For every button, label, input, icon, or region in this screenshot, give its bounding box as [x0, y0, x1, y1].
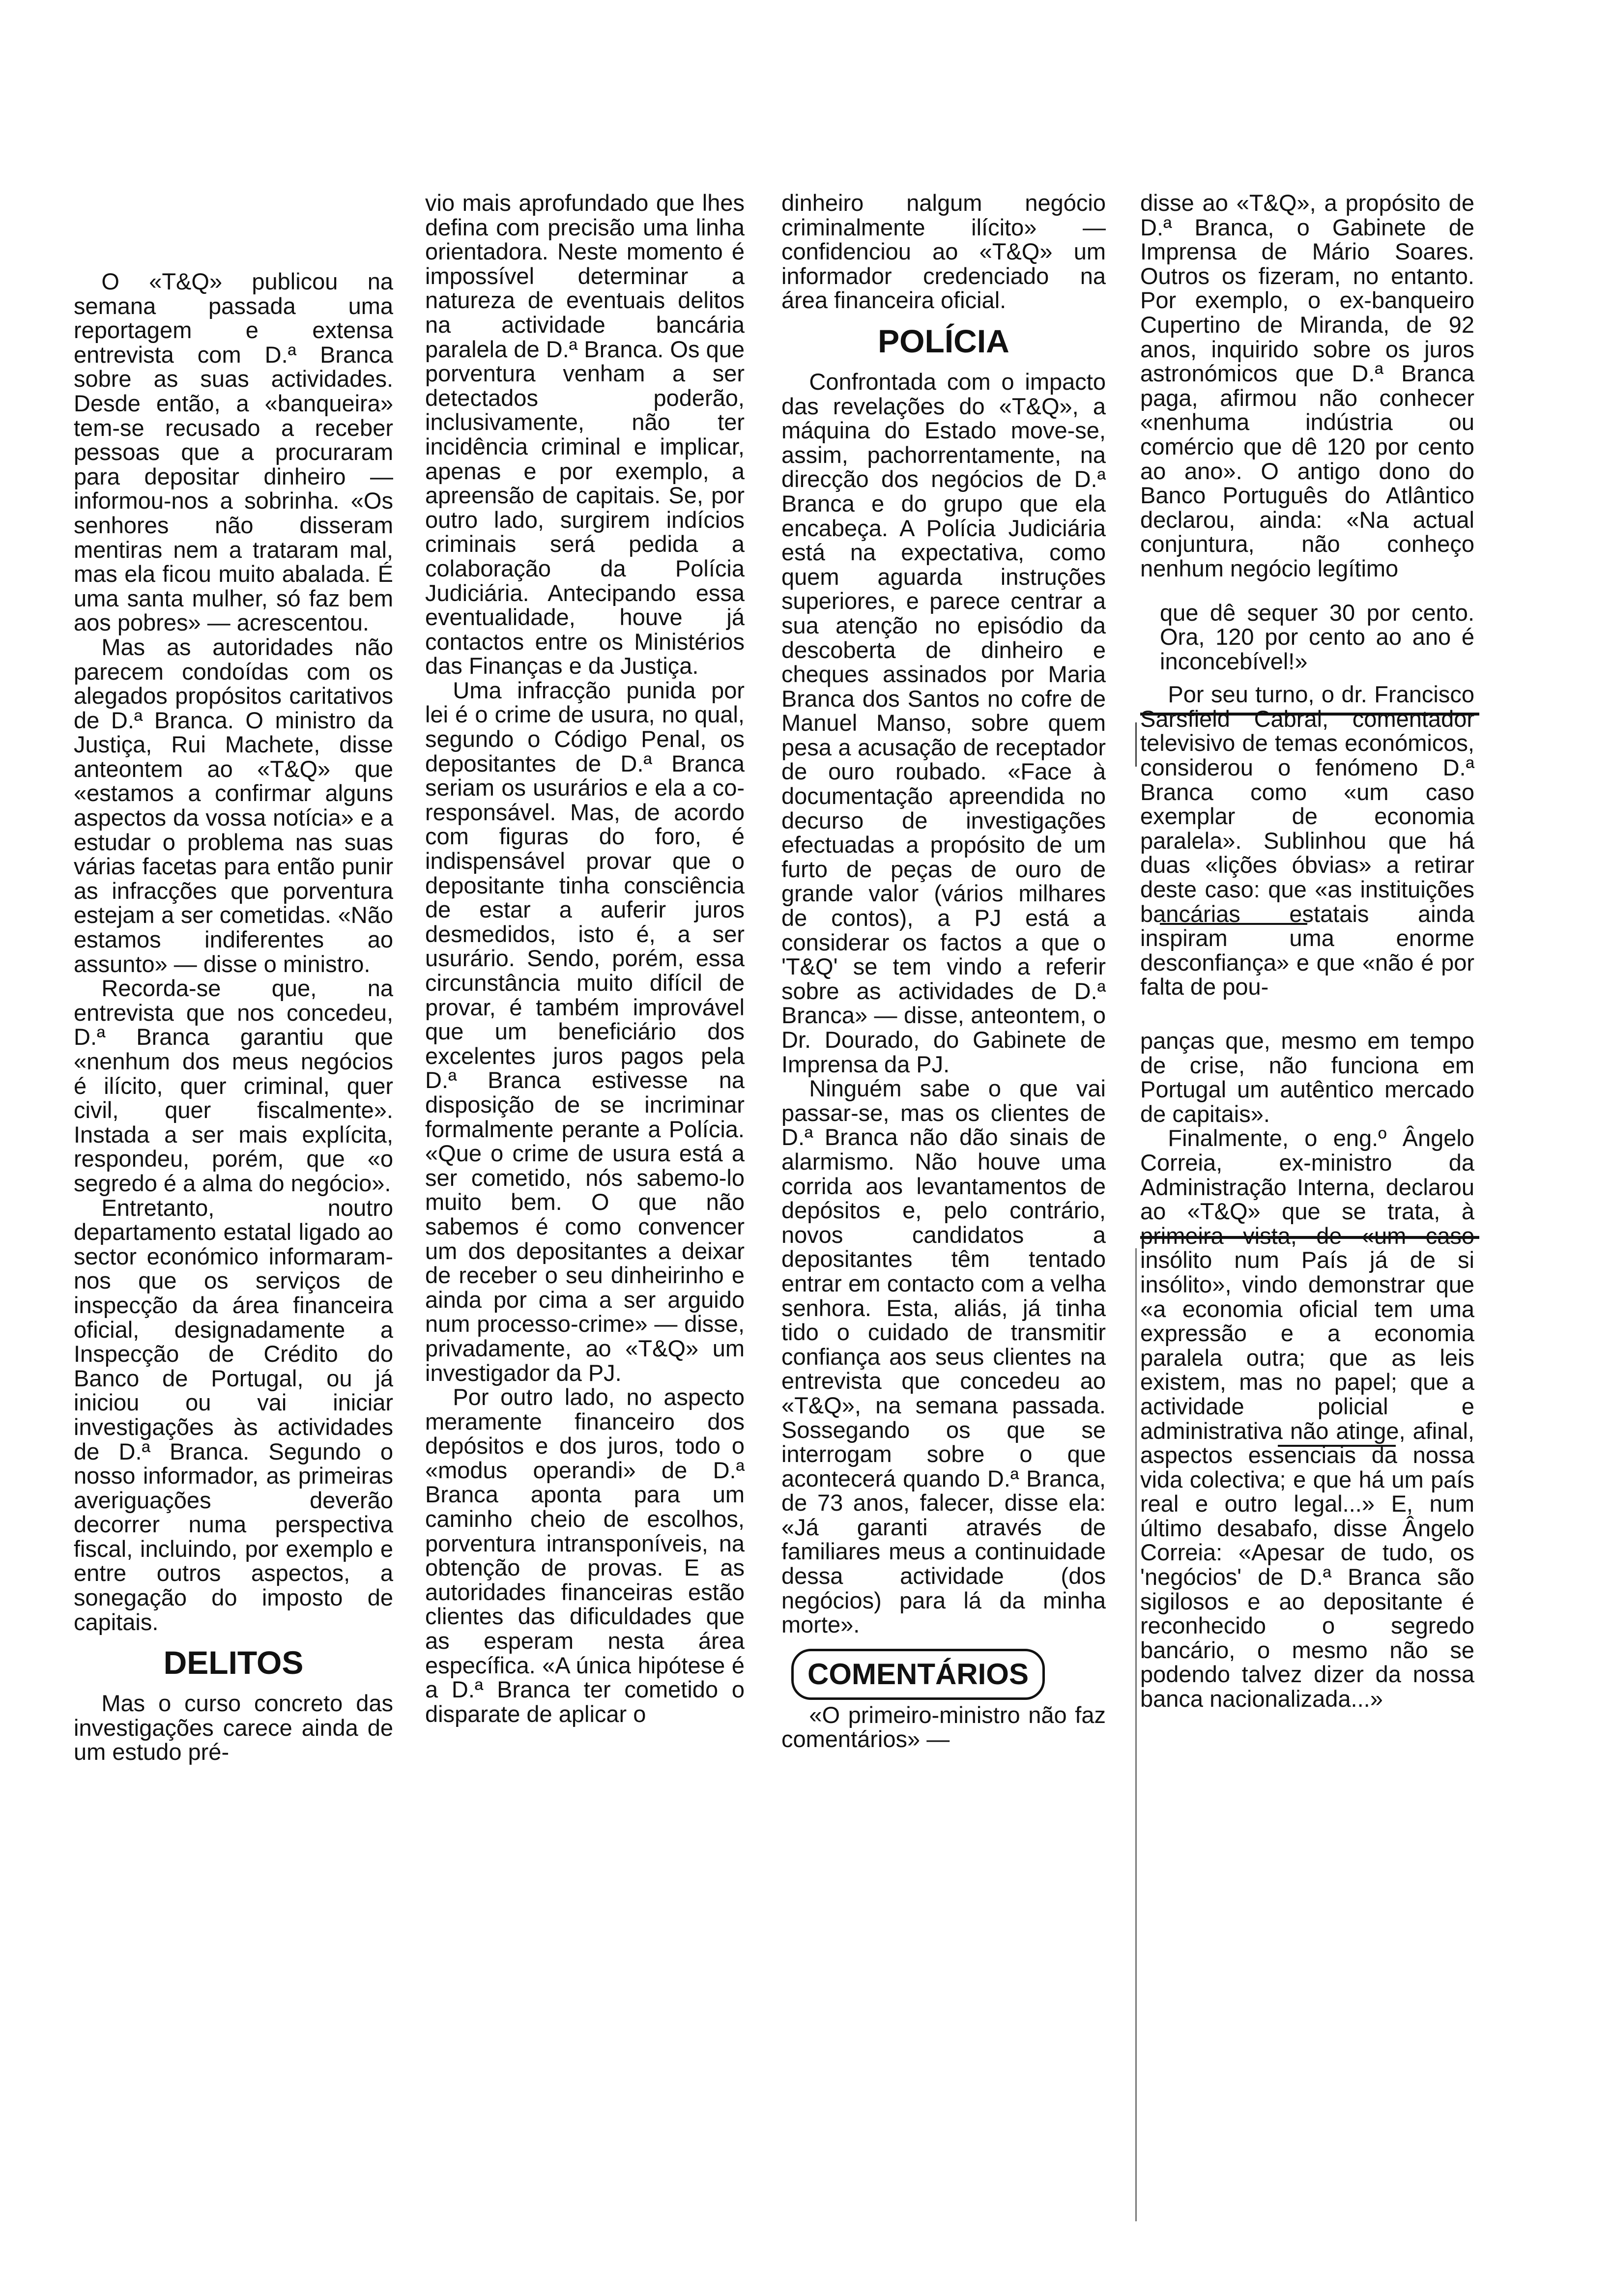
- paragraph: Por outro lado, no aspecto meramente financeiro dos depósitos e dos juros, todo o «modus operandi» de D.ª Branca aponta para um caminho cheio de escolhos, porventura intransponíveis, na obtenção de provas. E as autoridades financeiras estão clientes das dificuldades que as esperam nesta área específica. «A única hipótese é a D.ª Branca ter cometido o disparate de aplicar o: [425, 1384, 745, 1727]
- paragraph: vio mais aprofundado que lhes defina com precisão uma linha orientadora. Neste momento é impossível determinar a natureza de eventuais delitos na actividade bancária paralela de D.ª Branca. Os que porventura venham a ser detectados poderão, inclusivamente, não ter incidência criminal e implicar, apenas e por exemplo, a apreensão de capitais. Se, por outro lado, surgirem indícios criminais será pedida a colaboração da Polícia Judiciária. Antecipando essa eventualidade, houve já contactos entre os Ministérios das Finanças e da Justiça.: [425, 190, 745, 679]
- article-column-2: [425, 191, 745, 1726]
- paragraph: Finalmente, o eng.º Ângelo Correia, ex-ministro da Administração Interna, declarou ao «T&Q» que se trata, à primeira vista, de «um caso insólito num País já de si insólito», vindo demonstrar que «a economia oficial tem uma expressão e a economia paralela outra; que as leis existem, mas no papel; que a actividade policial e administrativa não atinge, afinal, aspectos essenciais da nossa vida colectiva; e que há um país real e outro legal...» E, num último desabafo, disse Ângelo Correia: «Apesar de tudo, os 'negócios' de D.ª Branca são sigilosos e ao depositante é reconhecido o segredo bancário, o mesmo não se podendo talvez dizer da nossa banca nacionalizada...»: [1140, 1125, 1474, 1712]
- paragraph: Recorda-se que, na entrevista que nos concedeu, D.ª Branca garantiu que «nenhum dos meus negócios é ilícito, quer criminal, quer civil, quer fiscalmente». Instada a ser mais explícita, respondeu, porém, que «o segredo é a alma do negócio».: [74, 975, 393, 1196]
- paragraph: panças que, mesmo em tempo de crise, não funciona em Portugal um autêntico mercado de capitais».: [1140, 1028, 1474, 1127]
- paragraph: Ninguém sabe o que vai passar-se, mas os clientes de D.ª Branca não dão sinais de alarmismo. Não houve uma corrida aos levantamentos de depósitos e, pelo contrário, novos candidatos a depositantes têm tentado entrar em contacto com a velha senhora. Esta, aliás, já tinha tido o cuidado de transmitir confiança aos seus clientes na entrevista que concedeu ao «T&Q», na semana passada. Sossegando os que se interrogam sobre o que acontecerá quando D.ª Branca, de 73 anos, falecer, disse ela: «Já garanti através de familiares meus a continuidade dessa actividade (dos negócios) para lá da minha morte».: [781, 1075, 1106, 1638]
- paragraph: que dê sequer 30 por cento. Ora, 120 por cento ao ano é inconcebível!»: [1160, 599, 1474, 674]
- paragraph: Entretanto, noutro departamento estatal ligado ao sector económico informaram-nos que os serviços de inspecção da área financeira oficial, designadamente a Inspecção de Crédito do Banco de Portugal, ou já iniciou ou vai iniciar investigações às actividades de D.ª Branca. Segundo o nosso informador, as primeiras averiguações deverão decorrer numa perspectiva fiscal, incluindo, por exemplo e entre outros aspectos, a sonegação do imposto de capitais.: [74, 1194, 393, 1635]
- column-mark: [1135, 722, 1137, 767]
- paragraph: «O primeiro-ministro não faz comentários» —: [781, 1701, 1106, 1752]
- paragraph: Confrontada com o impacto das revelações do «T&Q», a máquina do Estado move-se, assim, pachorrentamente, na direcção dos negócios de D.ª Branca e do grupo que ela encabeça. A Polícia Judiciária está na expectativa, como quem aguarda instruções superiores, e parece centrar a sua atenção no episódio da descoberta de dinheiro e cheques assinados por Maria Branca dos Santos no cofre de Manuel Manso, sobre quem pesa a acusação de receptador de ouro roubado. «Face à documentação apreendida no decurso de investigações efectuadas a propósito de um furto de peças de ouro de grande valor (vários milhares de contos), a PJ está a considerar os factos a que o 'T&Q' se tem vindo a referir sobre as actividades de D.ª Branca» — disse, anteontem, o Dr. Dourado, do Gabinete de Imprensa da PJ.: [781, 368, 1106, 1077]
- article-column-3: [781, 191, 1106, 1751]
- article-column-4: [1140, 191, 1474, 1711]
- section-heading-comentarios: COMENTÁRIOS: [791, 1649, 1045, 1700]
- paragraph: dinheiro nalgum negócio criminalmente ilícito» — confidenciou ao «T&Q» um informador credenciado na área financeira oficial.: [781, 190, 1106, 314]
- underline-mark: [1160, 923, 1307, 925]
- underline-mark: [1278, 1445, 1396, 1447]
- spacer: [1140, 999, 1474, 1029]
- paragraph: Mas o curso concreto das investigações carece ainda de um estudo pré-: [74, 1690, 393, 1765]
- article-column-1: [74, 269, 393, 1764]
- paragraph: O «T&Q» publicou na semana passada uma reportagem e extensa entrevista com D.ª Branca sobre as suas actividades. Desde então, a «banqueira» tem-se recusado a receber pessoas que a procuraram para depositar dinheiro — informou-nos a sobrinha. «Os senhores não disseram mentiras nem a trataram mal, mas ela ficou muito abalada. É uma santa mulher, só faz bem aos pobres» — acrescentou.: [74, 268, 393, 636]
- paragraph: Uma infracção punida por lei é o crime de usura, no qual, segundo o Código Penal, os depositantes de D.ª Branca seriam os usurários e ela a co-responsável. Mas, de acordo com figuras do foro, é indispensável provar que o depositante tinha consciência de estar a auferir juros desmedidos, isto é, a ser usurário. Sendo, porém, essa circunstância muito difícil de provar, é também improvável que um beneficiário dos excelentes juros pagos pela D.ª Branca estivesse na disposição de se incriminar formalmente perante a Polícia. «Que o crime de usura está a ser cometido, nós sabemo-lo muito bem. O que não sabemos é como convencer um dos depositantes a deixar de receber o seu dinheirinho e ainda por cima a ser arguido num processo-crime» — disse, privadamente, ao «T&Q» um investigador da PJ.: [425, 677, 745, 1386]
- column-mark: [1135, 1248, 1137, 2221]
- paragraph: Mas as autoridades não parecem condoídas com os alegados propósitos caritativos de D.ª Branca. O ministro da Justiça, Rui Machete, disse anteontem ao «T&Q» que «estamos a confirmar alguns aspectos da vossa notícia» e a estudar o problema nas suas várias facetas para então punir as infracções que porventura estejam a ser cometidas. «Não estamos indiferentes ao assunto» — disse o ministro.: [74, 633, 393, 977]
- section-heading-delitos: DELITOS: [163, 1644, 304, 1681]
- section-rule: [1140, 713, 1479, 716]
- section-heading-policia: POLÍCIA: [878, 322, 1009, 359]
- section-rule: [1140, 1236, 1479, 1239]
- paragraph: Por seu turno, o dr. Francisco Sarsfield Cabral, comentador televisivo de temas económicos, considerou o fenómeno D.ª Branca como «um caso exemplar de economia paralela». Sublinhou que há duas «lições óbvias» a retirar deste caso: que «as instituições bancárias estatais ainda inspiram uma enorme desconfiança» e que «não é por falta de pou-: [1140, 681, 1474, 1000]
- spacer: [1140, 581, 1474, 601]
- paragraph: disse ao «T&Q», a propósito de D.ª Branca, o Gabinete de Imprensa de Mário Soares. Outros os fizeram, no entanto. Por exemplo, o ex-banqueiro Cupertino de Miranda, de 92 anos, inquirido sobre os juros astronómicos que D.ª Branca paga, afirmou não conhecer «nenhuma indústria ou comércio que dê 120 por cento ao ano». O antigo dono do Banco Português do Atlântico declarou, ainda: «Na actual conjuntura, não conheço nenhum negócio legítimo: [1140, 190, 1474, 581]
